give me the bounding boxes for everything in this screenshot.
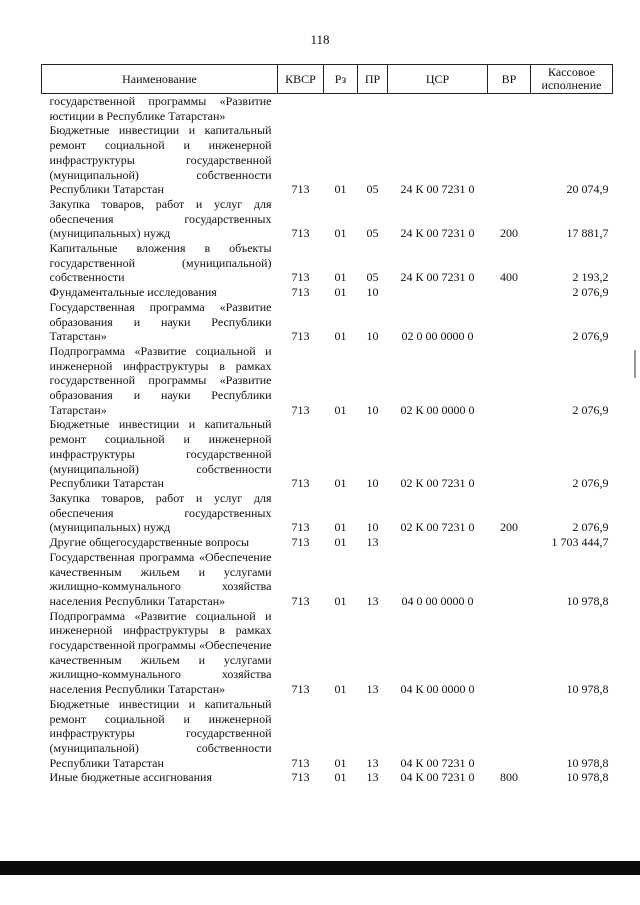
cell-csr: 04 К 00 7231 0 xyxy=(400,755,475,770)
cell-vr xyxy=(488,344,531,418)
cell-rz: 01 xyxy=(334,226,347,241)
cell-sum: 2 076,9 xyxy=(572,520,609,535)
cell-csr xyxy=(388,94,488,124)
cell-name: Бюджетные инвестиции и капитальный ремонт социальной и инженерной инфраструктуры государственной (муниципальной) собственности Республики Татарстан xyxy=(49,123,272,197)
table-row xyxy=(42,197,613,241)
cell-pr: 13 xyxy=(366,593,379,608)
cell-pr: 13 xyxy=(366,535,379,550)
table-row xyxy=(42,123,613,197)
cell-pr: 05 xyxy=(366,270,379,285)
cell-vr: 800 xyxy=(500,770,518,785)
scan-bottom-bar xyxy=(0,861,640,875)
cell-vr xyxy=(488,535,531,550)
cell-sum: 2 193,2 xyxy=(572,270,609,285)
table-body xyxy=(42,94,613,786)
cell-name: Другие общегосударственные вопросы xyxy=(49,535,250,550)
cell-pr: 10 xyxy=(366,285,379,300)
table-row xyxy=(42,285,613,300)
cell-rz: 01 xyxy=(334,682,347,697)
cell-name: Подпрограмма «Развитие социальной и инженерной инфраструктуры в рамках государственной программы «Развитие образования и науки Республики Татарстан» xyxy=(49,343,272,417)
cell-vr xyxy=(488,417,531,491)
cell-name: Капитальные вложения в объекты государственной (муниципальной) собственности xyxy=(49,241,272,285)
cell-name: Иные бюджетные ассигнования xyxy=(49,770,212,785)
cell-sum: 10 978,8 xyxy=(566,593,609,608)
cell-sum: 2 076,9 xyxy=(572,285,609,300)
cell-vr xyxy=(488,697,531,771)
cell-pr: 05 xyxy=(366,226,379,241)
table-row xyxy=(42,770,613,785)
cell-kvsr: 713 xyxy=(291,682,310,697)
cell-sum: 20 074,9 xyxy=(566,182,609,197)
table-row xyxy=(42,609,613,697)
cell-kvsr: 713 xyxy=(291,476,310,491)
cell-sum: 2 076,9 xyxy=(572,476,609,491)
cell-rz: 01 xyxy=(334,270,347,285)
cell-csr: 02 К 00 0000 0 xyxy=(400,402,475,417)
cell-name: Бюджетные инвестиции и капитальный ремонт социальной и инженерной инфраструктуры государственной (муниципальной) собственности Республики Татарстан xyxy=(49,417,272,491)
cell-rz: 01 xyxy=(334,770,347,785)
header-csr: ЦСР xyxy=(388,65,488,94)
cell-csr: 02 0 00 0000 0 xyxy=(401,329,474,344)
header-rz: Рз xyxy=(324,65,358,94)
cell-sum: 2 076,9 xyxy=(572,402,609,417)
cell-kvsr: 713 xyxy=(291,593,310,608)
table-row xyxy=(42,417,613,491)
header-vr: ВР xyxy=(488,65,531,94)
cell-pr: 10 xyxy=(366,329,379,344)
cell-vr xyxy=(488,285,531,300)
table-row xyxy=(42,550,613,609)
cell-pr xyxy=(358,94,388,124)
cell-vr xyxy=(488,550,531,609)
cell-csr: 24 К 00 7231 0 xyxy=(400,270,475,285)
cell-rz: 01 xyxy=(334,329,347,344)
cell-kvsr: 713 xyxy=(291,226,310,241)
cell-csr: 02 К 00 7231 0 xyxy=(400,476,475,491)
cell-rz: 01 xyxy=(334,182,347,197)
cell-pr: 10 xyxy=(366,520,379,535)
cell-sum: 10 978,8 xyxy=(566,770,609,785)
cell-sum: 17 881,7 xyxy=(566,226,609,241)
cell-vr xyxy=(488,123,531,197)
cell-sum: 10 978,8 xyxy=(566,755,609,770)
cell-csr: 24 К 00 7231 0 xyxy=(400,182,475,197)
cell-pr: 13 xyxy=(366,682,379,697)
cell-pr: 13 xyxy=(366,755,379,770)
cell-vr xyxy=(488,94,531,124)
cell-kvsr: 713 xyxy=(291,285,310,300)
cell-vr: 400 xyxy=(500,270,518,285)
table-row xyxy=(42,491,613,535)
cell-name: Закупка товаров, работ и услуг для обеспечения государственных (муниципальных) нужд xyxy=(49,196,272,241)
cell-name: Государственная программа «Развитие образования и науки Республики Татарстан» xyxy=(49,299,272,344)
cell-csr: 24 К 00 7231 0 xyxy=(400,226,475,241)
cell-sum: 2 076,9 xyxy=(572,329,609,344)
table-row xyxy=(42,241,613,285)
cell-pr: 05 xyxy=(366,182,379,197)
cell-csr xyxy=(388,535,488,550)
cell-name: Подпрограмма «Развитие социальной и инженерной инфраструктуры в рамках государственной программы «Обеспечение качественным жильем и услугами жилищно-коммунального хозяйства населения Республики Татарстан» xyxy=(49,608,272,697)
cell-name: Закупка товаров, работ и услуг для обеспечения государственных (муниципальных) нужд xyxy=(49,490,272,535)
cell-rz: 01 xyxy=(334,285,347,300)
header-sum: Кассовое исполнение xyxy=(531,65,613,94)
cell-sum: 10 978,8 xyxy=(566,682,609,697)
cell-kvsr: 713 xyxy=(291,535,310,550)
cell-kvsr xyxy=(278,94,324,124)
cell-rz: 01 xyxy=(334,535,347,550)
cell-pr: 10 xyxy=(366,476,379,491)
cell-kvsr: 713 xyxy=(291,755,310,770)
budget-table-container xyxy=(41,64,612,785)
cell-sum: 1 703 444,7 xyxy=(551,535,609,550)
cell-rz: 01 xyxy=(334,402,347,417)
table-row xyxy=(42,697,613,771)
header-name: Наименование xyxy=(42,65,278,94)
cell-rz: 01 xyxy=(334,520,347,535)
scan-edge-mark xyxy=(634,350,636,378)
table-row xyxy=(42,300,613,344)
cell-kvsr: 713 xyxy=(291,329,310,344)
table-header xyxy=(42,65,613,94)
budget-table xyxy=(41,64,613,785)
cell-kvsr: 713 xyxy=(291,270,310,285)
cell-csr xyxy=(388,285,488,300)
cell-rz xyxy=(324,94,358,124)
cell-vr xyxy=(488,609,531,697)
cell-rz: 01 xyxy=(334,476,347,491)
cell-name: Фундаментальные исследования xyxy=(49,285,217,300)
cell-vr: 200 xyxy=(500,226,518,241)
cell-csr: 02 К 00 7231 0 xyxy=(400,520,475,535)
page-number: 118 xyxy=(310,32,330,47)
cell-vr xyxy=(488,300,531,344)
cell-name: Бюджетные инвестиции и капитальный ремонт социальной и инженерной инфраструктуры государственной (муниципальной) собственности Республики Татарстан xyxy=(49,696,272,770)
cell-name: государственной программы «Развитие юстиции в Республике Татарстан» xyxy=(49,94,272,123)
cell-csr: 04 0 00 0000 0 xyxy=(401,593,474,608)
cell-rz: 01 xyxy=(334,755,347,770)
cell-sum xyxy=(531,94,613,124)
cell-kvsr: 713 xyxy=(291,520,310,535)
cell-kvsr: 713 xyxy=(291,182,310,197)
table-row xyxy=(42,344,613,418)
cell-kvsr: 713 xyxy=(291,402,310,417)
cell-name: Государственная программа «Обеспечение качественным жильем и услугами жилищно-коммунального хозяйства населения Республики Татарстан» xyxy=(49,549,272,608)
header-pr: ПР xyxy=(358,65,388,94)
table-row xyxy=(42,535,613,550)
cell-pr: 10 xyxy=(366,402,379,417)
cell-rz: 01 xyxy=(334,593,347,608)
table-row xyxy=(42,94,613,124)
header-kvsr: КВСР xyxy=(278,65,324,94)
cell-csr: 04 К 00 7231 0 xyxy=(400,770,475,785)
cell-pr: 13 xyxy=(366,770,379,785)
cell-vr: 200 xyxy=(500,520,518,535)
cell-csr: 04 К 00 0000 0 xyxy=(400,682,475,697)
cell-kvsr: 713 xyxy=(291,770,310,785)
